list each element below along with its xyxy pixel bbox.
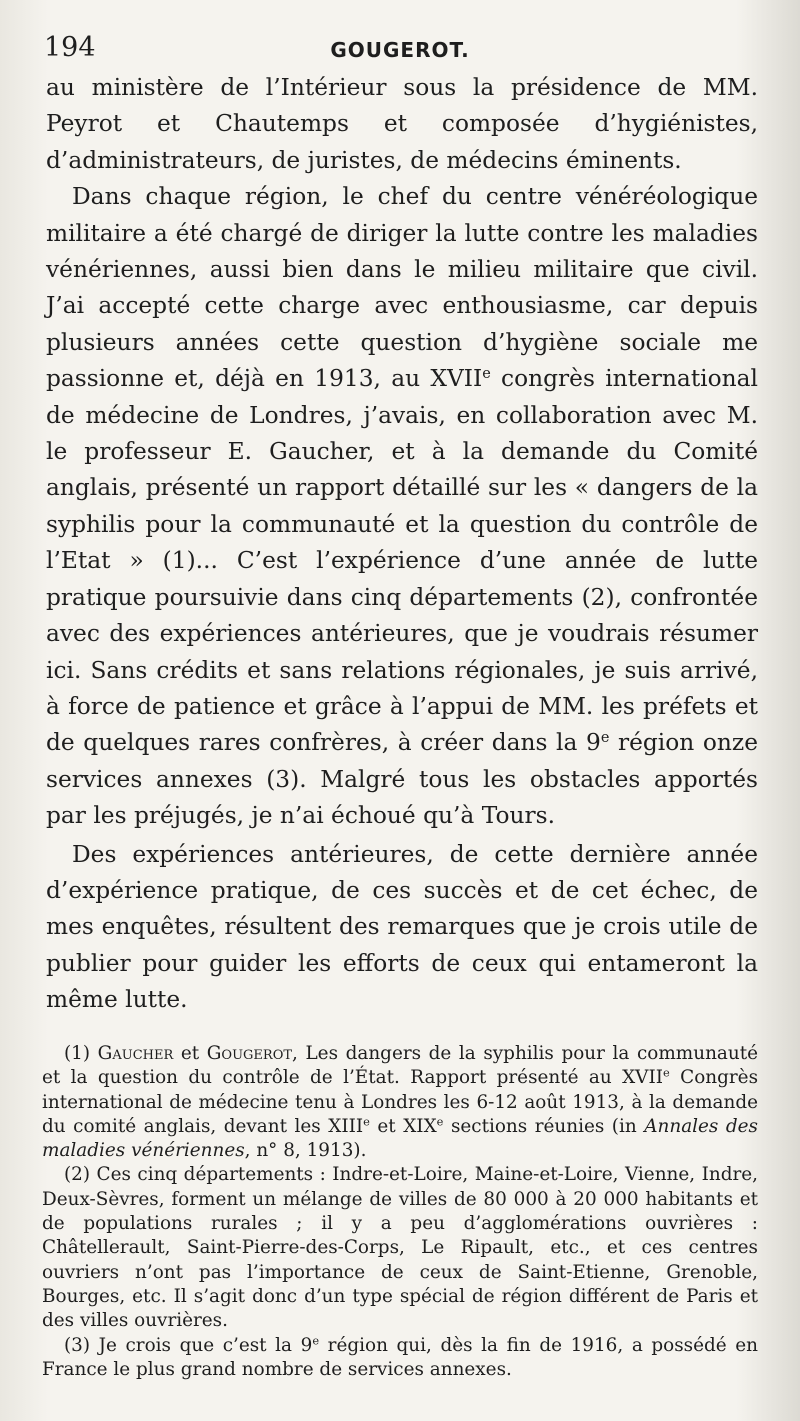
paragraph-2-part-c: région onze services annexes (3). Malgré tous les obstacles apportés par les préjugés, je n’ai échoué qu’à Tours.	[46, 729, 758, 830]
footnote-3	[42, 1334, 758, 1383]
footnote-1-number: (1)	[64, 1043, 98, 1064]
page-header	[44, 28, 756, 68]
paragraph-2	[46, 179, 758, 834]
footnote-3-part-b: région qui, dès la fin de 1916, a possédé en France le plus grand nombre de services annexes.	[42, 1334, 758, 1380]
paragraph-2-part-a: Dans chaque région, le chef du centre vénéréologique militaire a été chargé de diriger la lutte contre les maladies vénériennes, aussi bien dans le milieu militaire que civil. J’ai accepté cette charge avec enthousiasme, car depuis plusieurs années cette question d’hygiène sociale me passionne et, déjà en 1913, au XVII	[46, 183, 758, 393]
footnote-1-part-c: et XIX	[369, 1115, 437, 1137]
paragraph-2-part-b: congrès international de médecine de Londres, j’avais, en collaboration avec M. le professeur E. Gaucher, et à la demande du Comité anglais, présenté un rapport détaillé sur les « dangers de la syphilis pour la communauté et la question du contrôle de l’Etat » (1)... C’est l’expérience d’une année de lutte pratique poursuivie dans cinq départements (2), confrontée avec des expériences antérieures, que je voudrais résumer ici. Sans crédits et sans relations régionales, je suis arrivé, à force de patience et grâce à l’appui de MM. les préfets et de quelques rares confrères, à créer dans la 9	[46, 365, 759, 757]
footnote-1	[42, 1042, 758, 1163]
footnote-1-author-2: Gougerot	[206, 1043, 293, 1064]
body-text	[46, 70, 758, 1019]
superscript: e	[363, 1114, 370, 1129]
page-number: 194	[44, 32, 96, 63]
footnote-1-part-a: , Les dangers de la syphilis pour la communauté et la question du contrôle de l’État. Rapport présenté au XVII	[42, 1043, 758, 1089]
footnote-1-author-1: Gaucher	[97, 1043, 174, 1064]
footnote-1-part-d: sections réunies (in	[443, 1115, 645, 1137]
footnote-1-part-e: , n° 8, 1913).	[244, 1140, 367, 1162]
superscript: e	[663, 1066, 670, 1081]
superscript: e	[312, 1333, 320, 1348]
superscript: e	[436, 1114, 444, 1129]
superscript: e	[482, 366, 491, 383]
superscript: e	[600, 730, 610, 747]
footnote-1-and: et	[173, 1043, 207, 1064]
footnote-3-part-a: (3) Je crois que c’est la 9	[64, 1334, 313, 1356]
footnote-1-journal: Annales des maladies vénériennes	[42, 1115, 758, 1162]
footnote-1-part-b: Congrès international de médecine tenu à Londres les 6-12 août 1913, à la demande du comité anglais, devant les XIII	[42, 1067, 759, 1137]
footnote-2: (2) Ces cinq départements : Indre-et-Loire, Maine-et-Loire, Vienne, Indre, Deux-Sèvres, forment un mélange de villes de 80 000 à 20 000 habitants et de populations rurales ; il y a peu d’agglomérations ouvrières : Châtellerault, Saint-Pierre-des-Corps, Le Ripault, etc., et ces centres ouvriers n’ont pas l’importance de ceux de Saint-Etienne, Grenoble, Bourges, etc. Il s’agit donc d’un type spécial de région différent de Paris et des villes ouvrières.	[42, 1164, 758, 1332]
footnotes	[42, 1042, 758, 1382]
running-head: GOUGEROT.	[330, 38, 470, 62]
paragraph-3: Des expériences antérieures, de cette dernière année d’expérience pratique, de ces succès et de cet échec, de mes enquêtes, résultent des remarques que je crois utile de publier pour guider les efforts de ceux qui entameront la même lutte.	[46, 840, 758, 1014]
paragraph-1: au ministère de l’Intérieur sous la présidence de MM. Peyrot et Chautemps et composée d’hygiénistes, d’administrateurs, de juristes, de médecins éminents.	[46, 74, 758, 174]
